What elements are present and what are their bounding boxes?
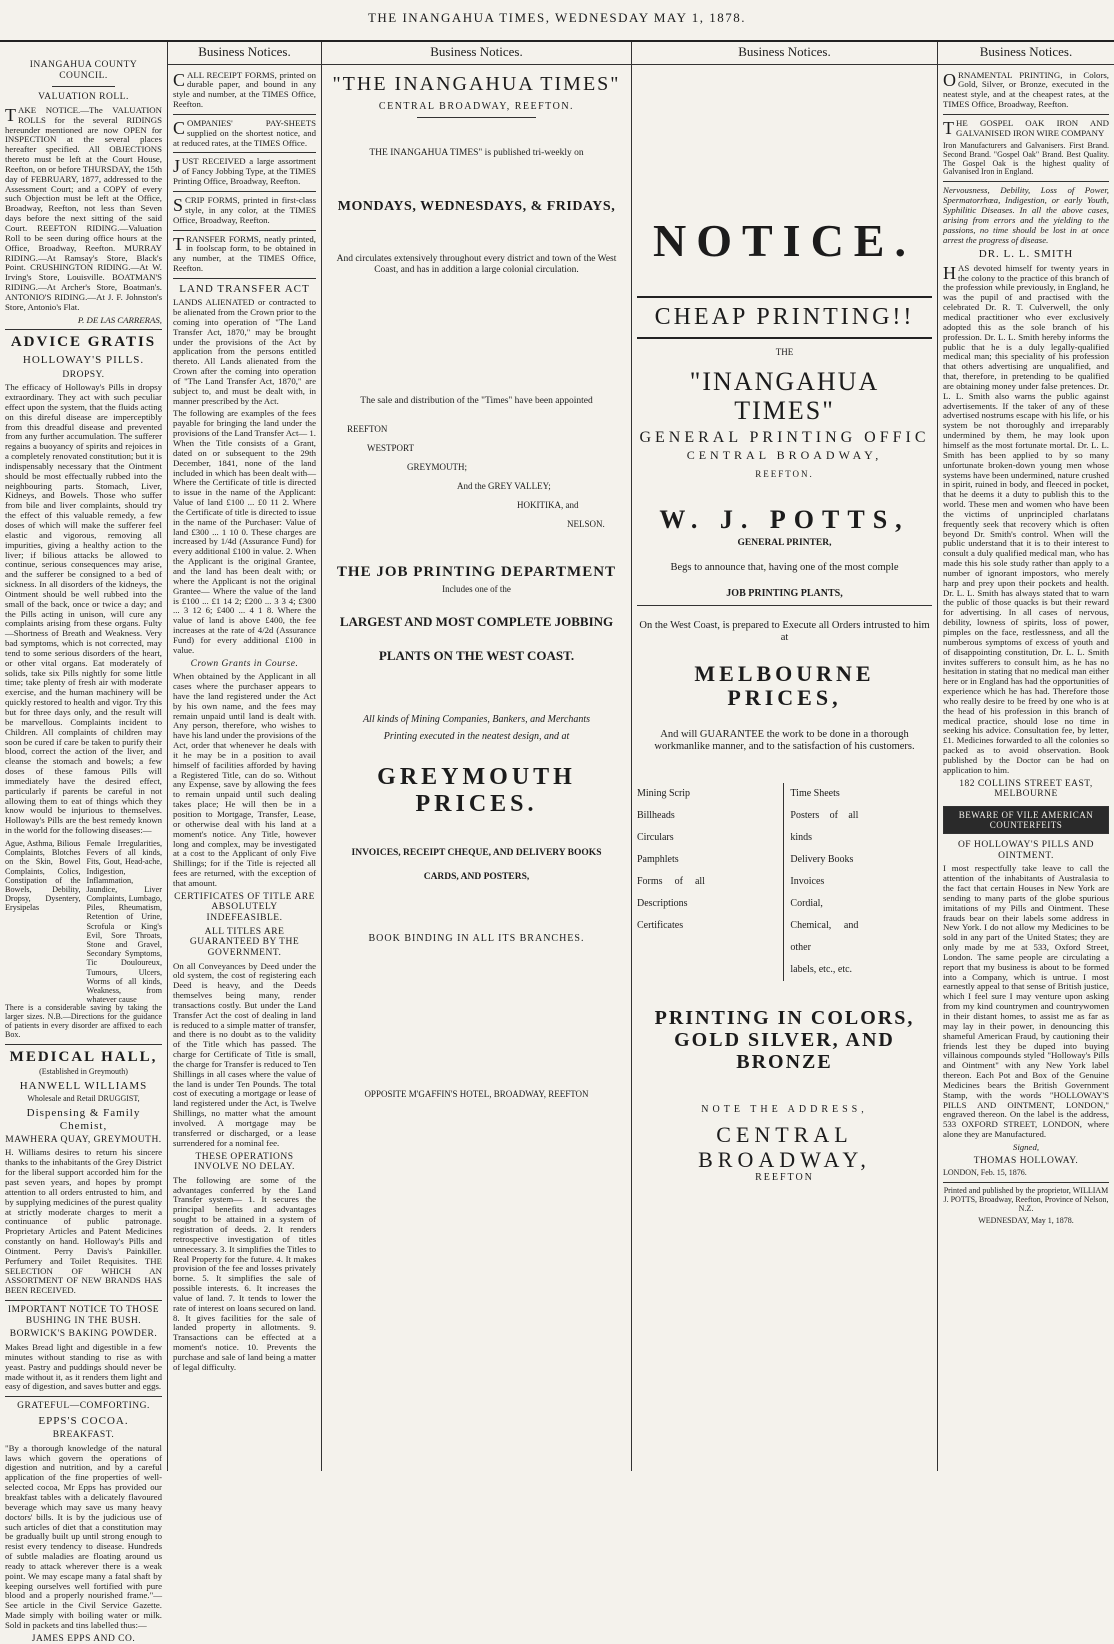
divider xyxy=(52,86,115,87)
transfer-forms-notice: TRANSFER FORMS, neatly printed, in foolscap form, to be obtained in any number, at the TIMES Office, Reefton. xyxy=(173,233,316,274)
plants-line: PLANTS ON THE WEST COAST. xyxy=(378,648,575,664)
service-item: Pamphlets xyxy=(637,853,679,865)
reefton-address: REEFTON xyxy=(755,1172,814,1184)
services-right xyxy=(783,783,932,981)
divider xyxy=(5,1300,162,1301)
central-broadway-address: CENTRAL BROADWAY, xyxy=(698,1121,871,1172)
epps-heading: EPPS'S COCOA. xyxy=(38,1414,129,1427)
agent-places xyxy=(347,420,626,533)
holloway-body: The efficacy of Holloway's Pills in dropsy extraordinary. They act with such peculiar effect upon the system, that the fluids acting on this direful disease are imperceptibly from this dreadful disease and prevented from any further accumulation. The sufferer regains a buoyancy of spirits and rejoices in a completely renovated constitution; but it is indispensably necessary that the Ointment should be most effectually rubbed into the neighbouring parts. Stomach, Liver, Kidneys, and Bowels. Those who suffer from bile and liver complaints, should try the effect of this valuable remedy, a few doses of which will make the sufferer feel elastic and vigorous, removing all impurities, giving a healthy action to the liver; if bilious attacks be allowed to continue, serious consequences may arise, and the sufferer be consigned to a bed of sickness. In all disorders of the kidneys, the Ointment should be well rubbed into the small of the back, once or twice a day; and the Pills acting in unison, will cure any complaints arising from these organs. Fulty—Shortness of Breath and Weakness. Very bad symptoms, which is not corrected, may tend to some serious disorders of the heart, or other vital organs. Eat moderately of solids, take six Pills nightly for some little time; take plenty of fresh air with moderate exercise, and the human machinery will be quickly restored to health and vigor. Try this but for three days only, and the result will be marvellous. Complaints incident to Children. All complaints of children may soon be cured if care be taken to purify their blood, correct the action of the liver, and cleanse the stomach and bowels; a few doses of these famous Pills will immediately have the desired effect, particularly if parents be careful in not allowing them to eat of things which they know would be injurious to themselves. Holloway's Pills are the best remedy known in the world for the following diseases:— xyxy=(5,382,162,836)
published-line: THE INANGAHUA TIMES" is published tri-weekly on xyxy=(369,148,584,159)
dr-smith-heading: DR. L. L. SMITH xyxy=(978,248,1074,261)
hanwell-body: H. Williams desires to return his sincere thanks to the inhabitants of the Grey District for the liberal support accorded him for the past seven years, and hopes by prompt attention to all orders entrusted to him, and by supplying medicines of the purest quality at strictly moderate charges to merit a continuance of public patronage. Proprietary Articles and Patent Medicines constantly on hand. Holloway's Pills and Ointment. Perry Davis's Painkiller. Perfumery and Toilet Requisites. THE SELECTION OF WHICH AN ASSORTMENT OF NEW BRANDS HAS BEEN RECEIVED. xyxy=(5,1147,162,1296)
begs-line: Begs to announce that, having one of the most comple xyxy=(670,562,899,574)
place-item: WESTPORT xyxy=(367,443,414,454)
times-name: "INANGAHUA TIMES" xyxy=(689,367,880,426)
holloway-heading: HOLLOWAY'S PILLS. xyxy=(22,354,145,367)
epps-body: "By a thorough knowledge of the natural laws which govern the operations of digestion and nutrition, and by a careful application of the fine properties of well-selected cocoa, Mr Epps has provided our breakfast tables with a delicately flavoured beverage which may save us many heavy doctors' bills. It is by the judicious use of such articles of diet that a constitution may be gradually built up until strong enough to resist every tendency to disease. Hundreds of subtle maladies are floating around us ready to attack wherever there is a weak point. We may escape many a fatal shaft by keeping ourselves well fortified with pure blood and a properly nourished frame."—See article in the Civil Service Gazette. Made simply with boiling water or milk. Sold in packets and tins labelled thus:— xyxy=(5,1442,162,1630)
gospel-oak-heading: THE GOSPEL OAK IRON AND GALVANISED IRON WIRE COMPANY xyxy=(943,117,1109,138)
service-item: Time Sheets xyxy=(790,787,840,799)
valuation-body: TAKE NOTICE.—The VALUATION ROLLS for the several RIDINGS hereunder mentioned are now OPEN for INSPECTION at the several places hereafter specified. All OBJECTIONS thereto must be left at the Court House, Reefton, on or before THURSDAY, the 15th day of FEBRUARY, 1877, addressed to the Assessment Court; and a COPY of every such Objection must be left at the Office, Broadway, Reefton, not less than Seven days before the next sitting of the said Court. REEFTON RIDING.—Valuation Roll to be seen during office hours at the Office, Broadway, Reefton. MURRAY RIDING.—At Ramsay's Store, Black's Point. CRUSHINGTON RIDING.—At W. Irving's Store, Louisville. BOATMAN'S RIDING.—At Archer's Store, Boatman's. ANTONIO'S RIDING.—At J. F. Johnston's Store, Antonio's Flat. xyxy=(5,104,162,312)
column-header: Business Notices. xyxy=(168,42,321,65)
column-header: Business Notices. xyxy=(632,42,937,65)
publication-days: MONDAYS, WEDNESDAYS, & FRIDAYS, xyxy=(337,198,616,214)
largest-line: LARGEST AND MOST COMPLETE JOBBING xyxy=(339,613,614,629)
divider xyxy=(173,114,316,115)
divider xyxy=(5,329,162,330)
service-item: labels, etc., etc. xyxy=(790,963,853,975)
service-item: Posters of all kinds xyxy=(790,809,859,843)
borwick-body: Makes Bread light and digestible in a few minutes without standing to rise as with yeast. Pastry and puddings should never be made without it, as it renders them light and easy of digestion, and saves butter and eggs. xyxy=(5,1341,162,1392)
divider xyxy=(173,278,316,279)
hanwell-name: HANWELL WILLIAMS xyxy=(19,1079,148,1092)
service-item: Circulars xyxy=(637,831,674,843)
column-header: Business Notices. xyxy=(938,42,1114,65)
circulation-line: And circulates extensively throughout every district and town of the West Coast, and has in addition a large colonial circulation. xyxy=(336,254,617,276)
printing-colors-heading: PRINTING IN COLORS, GOLD SILVER, AND BRONZE xyxy=(654,1006,915,1074)
signed-line: Signed, xyxy=(1012,1141,1040,1152)
opposite-line: OPPOSITE M'GAFFIN'S HOTEL, BROADWAY, REEFTON xyxy=(364,1089,589,1100)
place-item: And the GREY VALLEY; xyxy=(457,480,551,491)
fees-body: The following are examples of the fees payable for bringing the land under the provisions of the Land Transfer Act— 1. When the Title consists of a Grant, dated on or subsequent to the 29th December, 1841, none of the land included in which has been dealt with— Where the Certificate of title is directed to issue in the name of the Applicant: Value of land £100 ... £0 11 2. Where the Certificate of title is directed to issue in the name of the Purchaser: Value of land £300 ... 1 10 0. These charges are increased by 1/4d (Assurance Fund) for every additional £100 in value. 2. When the Applicant is the original Grantee, and the land has been dealt with; or where the Applicant is not the original Grantee— Where the value of the land is £100 ... £1 14 2; £200 ... 3 3 4; £300 ... 3 12 6; £400 ... 4 1 8. Where the value of land is above £400, the fee increases at the rate of 4/2d (Assurance Fund) for every additional £100 in value. xyxy=(173,408,316,655)
agents-line: The sale and distribution of the "Times" have been appointed xyxy=(360,395,593,406)
diseases-left: Ague, Asthma, Bilious Complaints, Blotches on the Skin, Bowel Complaints, Colics, Constipation of the Bowels, Debility, Dropsy, Dysentery, Erysipelas xyxy=(5,838,81,913)
divider xyxy=(943,114,1109,115)
medical-hall-heading: MEDICAL HALL, xyxy=(9,1049,158,1066)
grateful-heading: GRATEFUL—COMFORTING. xyxy=(17,1401,150,1412)
note-address-line: NOTE THE ADDRESS, xyxy=(701,1103,868,1115)
job-department-heading: THE JOB PRINTING DEPARTMENT xyxy=(336,563,617,580)
printing-services-list xyxy=(637,783,932,981)
place-item: NELSON. xyxy=(567,518,605,529)
column-times-advertisement xyxy=(322,42,632,1471)
divider xyxy=(943,1182,1109,1183)
central-broadway-line: CENTRAL BROADWAY, xyxy=(686,448,883,463)
dropsy-heading: DROPSY. xyxy=(62,369,105,380)
service-item: Certificates xyxy=(637,919,684,931)
land-transfer-body: LANDS ALIENATED or contracted to be alienated from the Crown prior to the coming into operation of "The Land Transfer Act, 1870," may be brought under the provisions of the Act by application from the persons entitled thereto. All Lands alienated from the Crown after the coming into operation of "The Land Transfer Act, 1870," are subject to, and must be dealt with, in manner prescribed by the Act. xyxy=(173,297,316,406)
greymouth-prices: GREYMOUTH PRICES. xyxy=(377,763,576,817)
includes-line: Includes one of the xyxy=(442,584,511,595)
dr-smith-address: 182 COLLINS STREET EAST, MELBOURNE xyxy=(959,778,1093,800)
crown-grants-heading: Crown Grants in Course. xyxy=(190,658,299,669)
companies-notice: COMPANIES' PAY-SHEETS supplied on the shortest notice, and at reduced rates, at the TIMES Office. xyxy=(173,117,316,148)
general-printer-line: GENERAL PRINTER, xyxy=(737,537,832,548)
counterfeit-body: I most respectfully take leave to call the attention of the inhabitants of Australasia to the fact that certain Houses in New York are sending to many parts of the globe spurious imitations of my Pills and Ointment. These frauds bear on their labels some address in New York. I do not allow my Medicines to be sold in any part of the United States; they are only made by me at 533, Oxford Street, London. The same people are circulating a report that my business is about to be formed into a Company, which is untrue. I most earnestly appeal to that sense of British justice, which I feel sure I may venture upon asking from my kind countrymen and countrywomen in their distant homes, to assist me as far as may lay in their power, in denouncing this shameful American Fraud, by cautioning their friends lest they be duped into buying villainous compounds styled "Holloway's Pills and Ointment" with any New York label thereon. Each Pot and Box of the Genuine Medicines bears the British Government Stamp, with the words "HOLLOWAY'S PILLS AND OINTMENT, LONDON," engraved thereon. On the label is the address, 533 OXFORD STREET, LONDON, where alone they are Manufactured. xyxy=(943,863,1109,1140)
the-line: THE xyxy=(775,346,794,357)
service-item: Delivery Books xyxy=(790,853,854,865)
potts-name: W. J. POTTS, xyxy=(659,504,910,534)
land-transfer-heading: LAND TRANSFER ACT xyxy=(179,282,310,295)
job-plants-line: JOB PRINTING PLANTS, xyxy=(637,588,932,606)
imprint-date: WEDNESDAY, May 1, 1878. xyxy=(978,1216,1074,1226)
services-left xyxy=(637,783,779,981)
place-item: HOKITIKA, and xyxy=(517,499,579,510)
advice-heading: ADVICE GRATIS xyxy=(10,334,157,351)
holloway-note: There is a considerable saving by taking the larger sizes. N.B.—Directions for the guidance of patients in every disorder are affixed to each Box. xyxy=(5,1003,162,1040)
masthead: THE INANGAHUA TIMES, WEDNESDAY MAY 1, 1878. xyxy=(0,0,1114,42)
dr-smith-body: HAS devoted himself for twenty years in the colony to the practice of this branch of the profession while previously, in England, he was the pupil of and practised with the celebrated Dr. R. T. Culverwell, the only medical practitioner who ever exclusively adopted this as the sole branch of his profession. Dr. L. L. Smith hereby informs the public that he is a duly legally-qualified medical man; this speciality of his profession that others advertising are unqualified, and that, therefore, in pretending to be qualified are obtaining money under false pretences. Dr. L. L. Smith also warns the public against advertisements. If the taker of any of these advertised nostrums escape with his life, or his system be not thoroughly and irreparably undermined by them, he may look upon himself as the most fortunate mortal. Dr. L. L. Smith has been applied to by so many unfortunate broken-down young men whose systems have been undermined, nature crushed in spirit, ruined in body, and fleeced in pocket, that he deems it a duty to publish this to the world. These men and women who have been the victims of unprincipled charlatans frequently seek that recovery which is often beyond Dr. Smith's control. When will the public understand that it is to their interest to consult a duly qualified medical man, who has made this his sole study rather than apply to a number of ignorant impostors, who merely harp and prey upon their pockets and health. Dr. L. L. Smith has always stated that to warn the public of those quacks is but their reward for advertising. In all cases of nervous, debility, lowness of spirits, loss of power, pimples on the face, restlessness, and all the numberous symptoms of excess of youth and of disappointing constitution, Dr. L. L. Smith invites sufferers to consult him, as he has no hesitation in stating that no medical man either here or in England has had the opportunities of experience which he has had. Therefore those who really desire to be freed by one who is at the head of his profession in this branch of medical practice, should lose no time in seeking his advice. Consultation fee, by letter, £1. Medicines forwarded to all the colonies so packed as to avoid observation. Book published by the Doctor can be had on application to him. xyxy=(943,262,1109,775)
column-potts-advertisement xyxy=(632,42,938,1471)
london-date: LONDON, Feb. 15, 1876. xyxy=(943,1168,1027,1178)
notice-heading: NOTICE. xyxy=(653,214,916,266)
operations-body: The following are some of the advantages conferred by the Land Transfer system— 1. It secures the principal benefits and advantages sought to be attained in a system of registration of deeds. 2. It renders retrospective investigation of titles unnecessary. 3. It simplifies the Titles to Real Property for the future. 4. It makes provision of the fee and losses privately borne. 5. It simplifies the sale of possible interests. 6. It increases the value of land. 7. It tends to lower the rate of interest on loans secured on land. 8. It gives facilities for the sale of landed property in allotments. 9. Transactions can be effected at a moment's notice. 10. Prevents the purchase and sale of land being a matter of legal difficulty. xyxy=(173,1174,316,1372)
diseases-table xyxy=(5,839,162,1004)
west-coast-line: On the West Coast, is prepared to Execute all Orders intrusted to him at xyxy=(639,620,930,644)
borwick-heading: BORWICK'S BAKING POWDER. xyxy=(9,1329,158,1340)
ornamental-printing-notice: ORNAMENTAL PRINTING, in Colors, Gold, Silver, or Bronze, executed in the neatest style, and at the cheapest rates, at the TIMES Office, Broadway, Reefton. xyxy=(943,69,1109,110)
call-receipt-notice: CALL RECEIPT FORMS, printed on durable paper, and bound in any style and number, at the TIMES Office, Reefton. xyxy=(173,69,316,110)
times-title: "THE INANGAHUA TIMES" xyxy=(332,72,621,95)
crown-grants-body: When obtained by the Applicant in all cases where the purchaser appears to have the land registered under the Act by his own name, and the fees may remain unpaid until land is dealt with. Any person, therefore, who wishes to have his land under the provisions of the Act, order that whenever he deals with it he may be in a position to avail himself of facilities afforded by having a Registered Title, can do so. Without any Expense, save by allowing the fees to remain unpaid until such dealing takes place; He will then be in a position to Mortgage, Transfer, Lease, or otherwise deal with his land at a moment's notice. Any Title, however long and complex, may be investigated at a cost to the Applicant of only Five Shillings; for if the Title is rejected all fees are returned, with the exception of that amount. xyxy=(173,671,316,888)
melbourne-prices: MELBOURNE PRICES, xyxy=(694,660,875,711)
divider xyxy=(943,181,1109,182)
printing-executed-line: Printing executed in the neatest design, and at xyxy=(383,730,570,742)
place-item: GREYMOUTH; xyxy=(407,462,467,473)
column-header: Business Notices. xyxy=(322,42,631,65)
divider xyxy=(173,230,316,231)
divider xyxy=(173,152,316,153)
diseases-right: Female Irregularities, Fevers of all kinds, Fits, Gout, Head-ache, Indigestion, Inflammation, Jaundice, Liver Complaints, Lumbago, Piles, Rheumatism, Retention of Urine, Scrofula or King's Evil, Sore Throats, Stone and Gravel, Secondary Symptoms, Tic Douloureux, Tumours, Ulcers, Worms of all kinds, Weakness, from whatever cause xyxy=(86,838,162,1005)
just-received-notice: JUST RECEIVED a large assortment of Fancy Jobbing Type, at the TIMES Printing Office, Broadway, Reefton. xyxy=(173,156,316,187)
valuation-signature: P. DE LAS CARRERAS, xyxy=(77,314,162,325)
divider xyxy=(5,1044,162,1045)
column-business-notices-1 xyxy=(168,42,322,1471)
council-heading: INANGAHUA COUNTY COUNCIL. xyxy=(29,60,138,81)
divider xyxy=(173,191,316,192)
scrip-forms-notice: SCRIP FORMS, printed in first-class style, in any color, at the TIMES Office, Broadway, Reefton. xyxy=(173,194,316,225)
counterfeit-heading: OF HOLLOWAY'S PILLS AND OINTMENT. xyxy=(957,840,1095,861)
thomas-holloway-signature: THOMAS HOLLOWAY. xyxy=(973,1155,1079,1166)
column-council-notices xyxy=(0,42,168,1644)
cheap-printing-heading: CHEAP PRINTING!! xyxy=(637,296,932,339)
invoices-line: INVOICES, RECEIPT CHEQUE, AND DELIVERY BOOKS xyxy=(351,847,602,858)
service-item: Forms of all Descriptions xyxy=(637,875,705,909)
place-item: REEFTON xyxy=(347,424,388,435)
column-business-notices-5 xyxy=(938,42,1114,1471)
book-binding-line: BOOK BINDING IN ALL ITS BRANCHES. xyxy=(368,932,585,944)
epps-signature: JAMES EPPS AND CO. xyxy=(31,1633,136,1644)
general-printing-line: GENERAL PRINTING OFFIC xyxy=(639,429,930,447)
cards-line: CARDS, AND POSTERS, xyxy=(423,872,530,883)
all-kinds-line: All kinds of Mining Companies, Bankers, and Merchants xyxy=(362,713,591,725)
medical-established: (Established in Greymouth) xyxy=(39,1066,128,1076)
service-item: Invoices xyxy=(790,875,825,887)
certificates-heading: CERTIFICATES OF TITLE ARE ABSOLUTELY INDEFEASIBLE. xyxy=(174,891,315,924)
titles-heading: ALL TITLES ARE GUARANTEED BY THE GOVERNMENT. xyxy=(189,926,300,958)
dispensing-heading: Dispensing & Family Chemist, xyxy=(26,1107,141,1132)
imprint-line: Printed and published by the proprietor, WILLIAM J. POTTS, Broadway, Reefton, Province of Nelson, N.Z. xyxy=(943,1186,1109,1214)
beware-counterfeits-banner: BEWARE OF VILE AMERICAN COUNTERFEITS xyxy=(943,806,1109,834)
service-item: Billheads xyxy=(637,809,675,821)
breakfast-heading: BREAKFAST. xyxy=(52,1430,115,1441)
hanwell-subtitle: Wholesale and Retail DRUGGIST, xyxy=(27,1094,140,1104)
important-heading: IMPORTANT NOTICE TO THOSE BUSHING IN THE BUSH. xyxy=(7,1305,160,1326)
times-subtitle: CENTRAL BROADWAY, REEFTON. xyxy=(378,100,575,112)
divider xyxy=(5,1396,162,1397)
service-item: Mining Scrip xyxy=(637,787,691,799)
gospel-oak-body: Iron Manufacturers and Galvanisers. First Brand. Second Brand. "Gospel Oak" Brand. Best Quality. The Gospel Oak is the highest quality of Galvanised Iron in England. xyxy=(943,140,1109,177)
nervousness-notice: Nervousness, Debility, Loss of Power, Spermatorrhœa, Indigestion, or early Youth, Syphilitic Diseases. In all the above cases, arising from errors and the yielding to the passions, no time should be lost in at once arrest the progress of disease. xyxy=(943,185,1109,245)
valuation-heading: VALUATION ROLL. xyxy=(38,92,129,103)
reefton-line: REEFTON. xyxy=(755,468,814,479)
operations-heading: THESE OPERATIONS INVOLVE NO DELAY. xyxy=(194,1151,295,1173)
service-item: Cordial, Chemical, and other xyxy=(790,897,859,953)
guarantee-line: And will GUARANTEE the work to be done in a thorough workmanlike manner, and to the satisfaction of his customers. xyxy=(654,729,915,752)
titles-body: On all Conveyances by Deed under the old system, the cost of registering each Deed is heavy, and the Deeds themselves being many, render transactions costly. But under the Land Transfer Act the cost of dealing in land is reduced to a simple matter of transfer, and there is no doubt as to the validity of the Title which has passed. The charge for Certificate of Title is small, the charge for Transfer is reduced to Ten Shillings in all cases where the value of the land is under Ten Pounds. The total cost of executing a mortgage or lease of land registered under the Act, is Twelve Shillings, no matter what the amount involved. A mortgage may be transferred or discharged, or a lease surrendered for a nominal fee. xyxy=(173,960,316,1148)
mawhera-address: MAWHERA QUAY, GREYMOUTH. xyxy=(5,1134,162,1145)
divider xyxy=(417,117,537,118)
